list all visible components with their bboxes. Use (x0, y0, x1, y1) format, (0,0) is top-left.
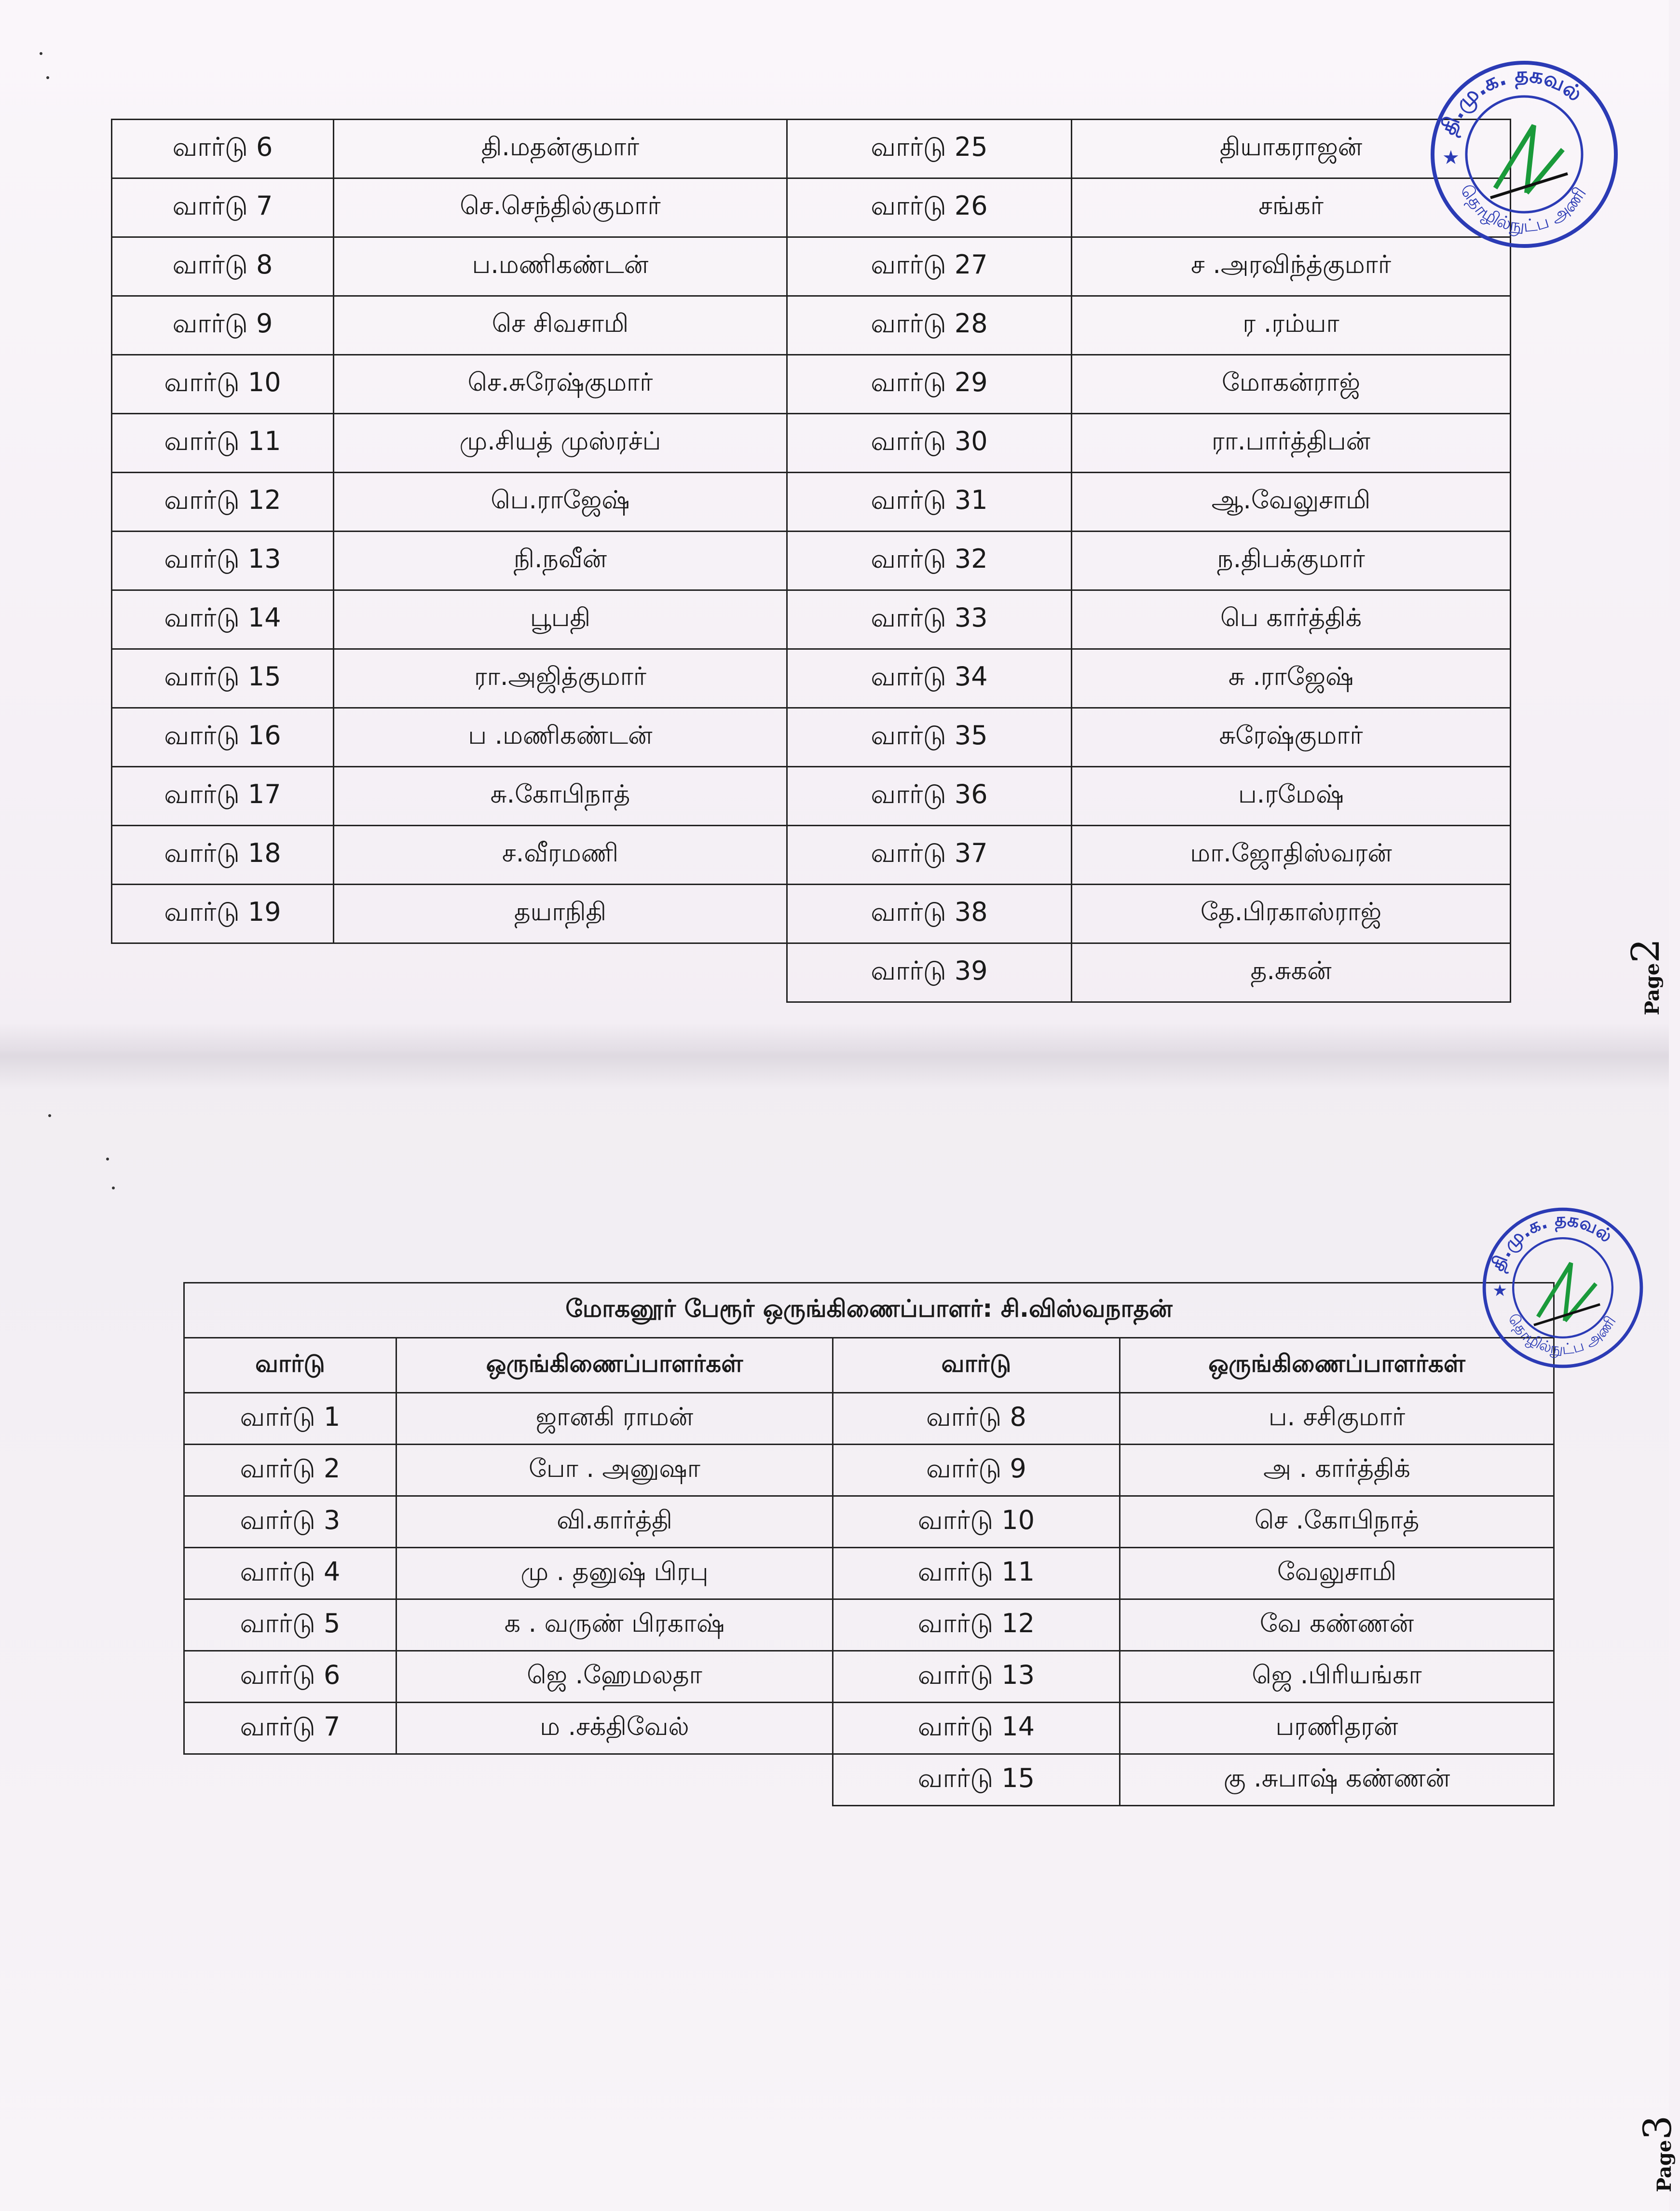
name-cell: ந.திபக்குமார் (1072, 532, 1511, 590)
ward-cell: வார்டு 27 (787, 237, 1072, 296)
ward-cell: வார்டு 12 (833, 1599, 1120, 1651)
ward-cell: வார்டு 7 (184, 1703, 396, 1754)
name-cell: த.சுகன் (1072, 943, 1511, 1002)
table-row (112, 414, 1511, 473)
table-row (112, 826, 1511, 885)
svg-text:தி.மு.க. தகவல் (1435, 63, 1587, 139)
header-ward-2: வார்டு (833, 1338, 1120, 1393)
ward-cell: வார்டு 37 (787, 826, 1072, 885)
ward-cell: வார்டு 7 (112, 178, 334, 237)
page-number-3 (1635, 2115, 1680, 2192)
table-row (112, 767, 1511, 826)
ward-cell: வார்டு 31 (787, 473, 1072, 532)
ward-cell: வார்டு 6 (184, 1651, 396, 1703)
name-cell: மோகன்ராஜ் (1072, 355, 1511, 414)
table-row (112, 590, 1511, 649)
name-cell: செ .கோபிநாத் (1120, 1496, 1554, 1548)
name-cell: செ.சுரேஷ்குமார் (334, 355, 787, 414)
ward-cell (184, 1754, 396, 1806)
table-row (112, 355, 1511, 414)
ward-cell: வார்டு 34 (787, 649, 1072, 708)
ward-cell: வார்டு 18 (112, 826, 334, 885)
name-cell: ச .அரவிந்த்குமார் (1072, 237, 1511, 296)
svg-text:தி.மு.க. தகவல் (1487, 1209, 1617, 1274)
ward-cell: வார்டு 36 (787, 767, 1072, 826)
name-cell: மு . தனுஷ் பிரபு (396, 1548, 833, 1599)
table-row (112, 885, 1511, 943)
table-row (184, 1703, 1554, 1754)
name-cell: வே கண்ணன் (1120, 1599, 1554, 1651)
table-row (184, 1651, 1554, 1703)
name-cell: நி.நவீன் (334, 532, 787, 590)
ward-cell: வார்டு 9 (833, 1445, 1120, 1496)
name-cell: ர .ரம்யா (1072, 296, 1511, 355)
header-coordinators-1: ஒருங்கிணைப்பாளர்கள் (396, 1338, 833, 1393)
table-row (184, 1754, 1554, 1806)
stamp-text-top: தி.மு.க. தகவல் (1435, 62, 1587, 138)
name-cell: செ.செந்தில்குமார் (334, 178, 787, 237)
ward-cell: வார்டு 3 (184, 1496, 396, 1548)
ward-cell: வார்டு 10 (833, 1496, 1120, 1548)
ward-cell: வார்டு 4 (184, 1548, 396, 1599)
ward-cell: வார்டு 10 (112, 355, 334, 414)
name-cell: க . வருண் பிரகாஷ் (396, 1599, 833, 1651)
name-cell: பெ.ராஜேஷ் (334, 473, 787, 532)
table-row (184, 1445, 1554, 1496)
name-cell: சு.கோபிநாத் (334, 767, 787, 826)
name-cell: ரா.அஜித்குமார் (334, 649, 787, 708)
name-cell: ப. சசிகுமார் (1120, 1393, 1554, 1445)
name-cell: சங்கர் (1072, 178, 1511, 237)
ward-cell: வார்டு 32 (787, 532, 1072, 590)
table-row (112, 532, 1511, 590)
ward-cell: வார்டு 19 (112, 885, 334, 943)
table-row (112, 237, 1511, 296)
table-row (184, 1496, 1554, 1548)
name-cell: ஜெ .பிரியங்கா (1120, 1651, 1554, 1703)
page-number: 3 (1635, 2115, 1680, 2140)
scan-speck (40, 52, 42, 55)
page-label: Page (1641, 963, 1664, 1015)
ward-cell: வார்டு 26 (787, 178, 1072, 237)
table-row (184, 1548, 1554, 1599)
ward-cell: வார்டு 13 (112, 532, 334, 590)
ward-cell: வார்டு 17 (112, 767, 334, 826)
table-row (112, 473, 1511, 532)
ward-cell: வார்டு 39 (787, 943, 1072, 1002)
table-row (112, 178, 1511, 237)
title-row (184, 1283, 1554, 1338)
ward-cell: வார்டு 11 (112, 414, 334, 473)
stamp-text-bottom: தொழில்நுட்ப அணி (1504, 1310, 1620, 1358)
ward-cell: வார்டு 25 (787, 120, 1072, 178)
name-cell: மா.ஜோதிஸ்வரன் (1072, 826, 1511, 885)
page-label: Page (1653, 2140, 1676, 2192)
scan-speck (106, 1158, 109, 1160)
table-row (112, 943, 1511, 1002)
stamp-text-top: தி.மு.க. தகவல் (1486, 1209, 1617, 1274)
name-cell: வேலுசாமி (1120, 1548, 1554, 1599)
name-cell: ம .சக்திவேல் (396, 1703, 833, 1754)
name-cell: ப.மணிகண்டன் (334, 237, 787, 296)
ward-cell: வார்டு 1 (184, 1393, 396, 1445)
party-stamp-icon (1476, 1201, 1650, 1375)
name-cell: ப.ரமேஷ் (1072, 767, 1511, 826)
name-cell: பரணிதரன் (1120, 1703, 1554, 1754)
name-cell: சு .ராஜேஷ் (1072, 649, 1511, 708)
table-row (184, 1599, 1554, 1651)
page-gap (0, 1023, 1669, 1090)
ward-cell: வார்டு 35 (787, 708, 1072, 767)
scan-speck (112, 1187, 115, 1189)
ward-cell: வார்டு 15 (833, 1754, 1120, 1806)
scan-speck (48, 1114, 51, 1117)
name-cell: மு.சியத் முஸ்ரச்ப் (334, 414, 787, 473)
ward-cell: வார்டு 2 (184, 1445, 396, 1496)
ward-cell: வார்டு 8 (833, 1393, 1120, 1445)
page-number-2 (1623, 939, 1668, 1015)
table-row (184, 1393, 1554, 1445)
ward-cell: வார்டு 15 (112, 649, 334, 708)
ward-cell: வார்டு 38 (787, 885, 1072, 943)
name-cell: தே.பிரகாஸ்ராஜ் (1072, 885, 1511, 943)
name-cell: தி.மதன்குமார் (334, 120, 787, 178)
ward-cell: வார்டு 29 (787, 355, 1072, 414)
page-number: 2 (1623, 938, 1668, 963)
table-row (112, 708, 1511, 767)
name-cell: ச.வீரமணி (334, 826, 787, 885)
name-cell: ப .மணிகண்டன் (334, 708, 787, 767)
ward-cell: வார்டு 13 (833, 1651, 1120, 1703)
name-cell: பூபதி (334, 590, 787, 649)
name-cell (334, 943, 787, 1002)
header-ward-1: வார்டு (184, 1338, 396, 1393)
ward-cell: வார்டு 30 (787, 414, 1072, 473)
name-cell: ஜானகி ராமன் (396, 1393, 833, 1445)
ward-cell: வார்டு 11 (833, 1548, 1120, 1599)
name-cell: தியாகராஜன் (1072, 120, 1511, 178)
ward-cell: வார்டு 5 (184, 1599, 396, 1651)
ward-cell (112, 943, 334, 1002)
ward-cell: வார்டு 33 (787, 590, 1072, 649)
table-row (112, 649, 1511, 708)
header-coordinators-2: ஒருங்கிணைப்பாளர்கள் (1120, 1338, 1554, 1393)
name-cell (396, 1754, 833, 1806)
svg-text:★: ★ (1442, 147, 1460, 169)
lower-ward-table (183, 1282, 1555, 1806)
table-row (112, 296, 1511, 355)
party-stamp-icon (1423, 53, 1625, 256)
stamp-text-bottom: தொழில்நுட்ப அணி (1456, 181, 1590, 236)
scan-speck (46, 76, 49, 79)
coordinator-title: மோகனூர் பேரூர் ஒருங்கிணைப்பாளர்: சி.விஸ்வநாதன் (184, 1283, 1554, 1338)
ward-cell: வார்டு 16 (112, 708, 334, 767)
name-cell: ஆ.வேலுசாமி (1072, 473, 1511, 532)
name-cell: அ . கார்த்திக் (1120, 1445, 1554, 1496)
table-row (112, 120, 1511, 178)
name-cell: ரா.பார்த்திபன் (1072, 414, 1511, 473)
upper-ward-table (111, 119, 1511, 1003)
name-cell: போ . அனுஷா (396, 1445, 833, 1496)
header-row (184, 1338, 1554, 1393)
ward-cell: வார்டு 28 (787, 296, 1072, 355)
ward-cell: வார்டு 14 (112, 590, 334, 649)
ward-cell: வார்டு 14 (833, 1703, 1120, 1754)
ward-cell: வார்டு 6 (112, 120, 334, 178)
ward-cell: வார்டு 9 (112, 296, 334, 355)
name-cell: ஜெ .ஹேமலதா (396, 1651, 833, 1703)
name-cell: பெ கார்த்திக் (1072, 590, 1511, 649)
svg-text:★: ★ (1492, 1281, 1508, 1301)
name-cell: கு .சுபாஷ் கண்ணன் (1120, 1754, 1554, 1806)
ward-cell: வார்டு 12 (112, 473, 334, 532)
name-cell: செ சிவசாமி (334, 296, 787, 355)
ward-cell: வார்டு 8 (112, 237, 334, 296)
name-cell: வி.கார்த்தி (396, 1496, 833, 1548)
name-cell: சுரேஷ்குமார் (1072, 708, 1511, 767)
name-cell: தயாநிதி (334, 885, 787, 943)
